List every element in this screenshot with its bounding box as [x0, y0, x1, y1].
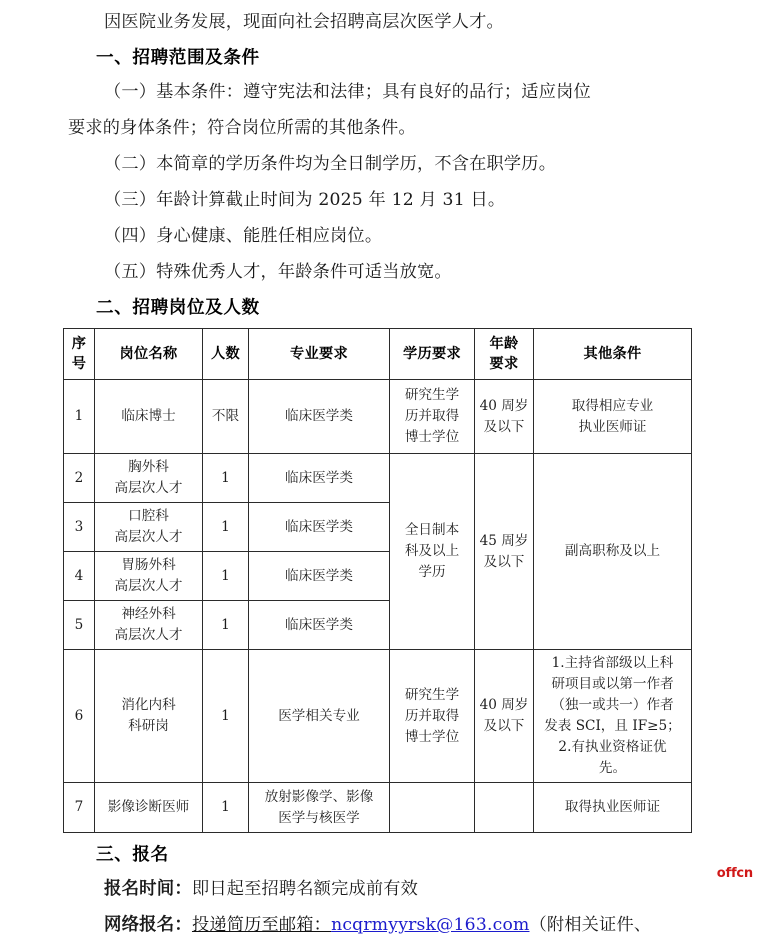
- cell-education-line1: 全日制本: [404, 522, 460, 538]
- cell-age: [475, 783, 534, 833]
- cell-other-line2: 执业医师证: [578, 418, 647, 435]
- cell-no: 6: [64, 650, 95, 783]
- cell-education-merged: [390, 454, 475, 650]
- cell-education-line2: 历并取得: [404, 408, 460, 424]
- jobs-table-body: [64, 380, 692, 833]
- apply-time-line: [0, 871, 757, 907]
- cell-name: [95, 552, 203, 601]
- cell-name: [95, 454, 203, 503]
- cell-major: 临床医学类: [249, 552, 390, 601]
- condition-line-2: 要求的身体条件；符合岗位所需的其他条件。: [68, 118, 416, 138]
- online-apply-line: [0, 907, 757, 943]
- cell-age-merged: [475, 454, 534, 650]
- table-row: [64, 454, 692, 503]
- cell-education-line2: 科及以上: [404, 543, 460, 559]
- col-header-name: 岗位名称: [95, 329, 203, 380]
- cell-name-line2: 高层次人才: [114, 578, 183, 594]
- cell-name-line2: 高层次人才: [114, 627, 183, 643]
- cell-education-line1: 研究生学: [404, 686, 460, 703]
- cell-major-line2: 医学与核医学: [278, 809, 360, 826]
- condition-line-6: （五）特殊优秀人才，年龄条件可适当放宽。: [104, 262, 452, 282]
- cell-education: [390, 783, 475, 833]
- cell-age-line2: 及以下: [483, 718, 525, 734]
- col-header-no-line1: 序: [71, 336, 87, 352]
- cell-major: [249, 783, 390, 833]
- cell-education: [390, 380, 475, 454]
- online-apply-tail: （附相关证件、: [529, 915, 652, 935]
- cell-name-line1: 胃肠外科: [121, 557, 176, 573]
- cell-name-line1: 胸外科: [128, 459, 169, 475]
- cell-name-line1: 消化内科: [121, 697, 176, 713]
- cell-count: 1: [203, 783, 249, 833]
- condition-line-1: （一）基本条件：遵守宪法和法律；具有良好的品行；适应岗位: [104, 82, 591, 102]
- cell-no: 3: [64, 503, 95, 552]
- condition-line-4: （三）年龄计算截止时间为 2025 年 12 月 31 日。: [104, 190, 506, 210]
- cell-age-line2: 及以下: [483, 553, 525, 570]
- cell-count: 1: [203, 601, 249, 650]
- cell-count: 1: [203, 650, 249, 783]
- online-apply-label: 网络报名：: [104, 915, 192, 935]
- cell-age-line1: 40 周岁: [479, 697, 529, 713]
- cell-other-line1: 取得相应专业: [571, 397, 654, 414]
- jobs-table-head: [64, 329, 692, 380]
- col-header-education: 学历要求: [390, 329, 475, 380]
- cell-other-line1: 1.主持省部级以上科: [551, 655, 674, 671]
- cell-education-line3: 博士学位: [404, 728, 460, 745]
- cell-no: 4: [64, 552, 95, 601]
- cell-name: [95, 601, 203, 650]
- cell-other: 取得执业医师证: [534, 783, 692, 833]
- offcn-watermark: offcn: [716, 866, 753, 881]
- col-header-count: 人数: [203, 329, 249, 380]
- cell-age-line1: 40 周岁: [479, 397, 529, 414]
- cell-age-line1: 45 周岁: [479, 532, 529, 549]
- cell-name: [95, 650, 203, 783]
- cell-count: 1: [203, 454, 249, 503]
- cell-other-line6: 先。: [598, 760, 627, 776]
- cell-no: 2: [64, 454, 95, 503]
- col-header-major: 专业要求: [249, 329, 390, 380]
- cell-education-line3: 博士学位: [404, 429, 460, 445]
- cell-name-line2: 科研岗: [128, 718, 169, 734]
- cell-other-line5: 2.有执业资格证优: [558, 739, 667, 755]
- cell-age: [475, 380, 534, 454]
- condition-line-3: （二）本简章的学历条件均为全日制学历，不含在职学历。: [104, 154, 557, 174]
- email-link[interactable]: ncqrmyyrsk@163.com: [331, 915, 530, 935]
- cell-major: 医学相关专业: [249, 650, 390, 783]
- cell-name-line1: 神经外科: [121, 606, 176, 622]
- cell-name-line2: 高层次人才: [114, 480, 183, 496]
- cell-name-line2: 高层次人才: [114, 529, 183, 545]
- cell-no: 1: [64, 380, 95, 454]
- cell-education: [390, 650, 475, 783]
- intro-paragraph: 因医院业务发展，现面向社会招聘高层次医学人才。: [104, 12, 504, 32]
- table-row: [64, 783, 692, 833]
- cell-name: 临床博士: [95, 380, 203, 454]
- jobs-table-container: [0, 324, 757, 833]
- cell-other-line2: 研项目或以第一作者: [551, 676, 674, 692]
- cell-other-line4: 发表 SCI，且 IF≥5；: [544, 718, 681, 734]
- cell-name: 影像诊断医师: [95, 783, 203, 833]
- col-header-age: [475, 329, 534, 380]
- apply-time-label: 报名时间：: [104, 879, 192, 899]
- cell-major: 临床医学类: [249, 380, 390, 454]
- col-header-age-line1: 年龄: [489, 336, 519, 352]
- section-heading-1: 一、招聘范围及条件: [96, 47, 260, 67]
- cell-age: [475, 650, 534, 783]
- jobs-table: [63, 328, 692, 833]
- cell-count: 1: [203, 503, 249, 552]
- cell-count: 不限: [203, 380, 249, 454]
- cell-count: 1: [203, 552, 249, 601]
- cell-major: 临床医学类: [249, 454, 390, 503]
- cell-name: [95, 503, 203, 552]
- cell-major-line1: 放射影像学、影像: [264, 788, 374, 805]
- table-row: [64, 380, 692, 454]
- cell-age-line2: 及以下: [483, 418, 525, 435]
- apply-time-value: 即日起至招聘名额完成前有效: [191, 879, 419, 899]
- col-header-age-line2: 要求: [489, 356, 519, 372]
- cell-other-line3: （独一或共一）作者: [551, 697, 674, 713]
- table-row: [64, 650, 692, 783]
- section-heading-3: 三、报名: [96, 844, 169, 864]
- cell-no: 5: [64, 601, 95, 650]
- col-header-no: [64, 329, 95, 380]
- table-header-row: [64, 329, 692, 380]
- cell-no: 7: [64, 783, 95, 833]
- col-header-no-line2: 号: [71, 356, 87, 372]
- cell-other-merged: 副高职称及以上: [534, 454, 692, 650]
- cell-education-line3: 学历: [418, 564, 446, 580]
- col-header-other: 其他条件: [534, 329, 692, 380]
- cell-major: 临床医学类: [249, 601, 390, 650]
- condition-line-5: （四）身心健康、能胜任相应岗位。: [104, 226, 383, 246]
- cell-education-line2: 历并取得: [404, 707, 460, 724]
- cell-major: 临床医学类: [249, 503, 390, 552]
- submit-resume-link[interactable]: 投递简历至邮箱：: [191, 915, 332, 935]
- cell-other: [534, 380, 692, 454]
- section-heading-2: 二、招聘岗位及人数: [96, 297, 260, 317]
- cell-education-line1: 研究生学: [404, 387, 460, 403]
- cell-name-line1: 口腔科: [128, 508, 169, 524]
- cell-other: [534, 650, 692, 783]
